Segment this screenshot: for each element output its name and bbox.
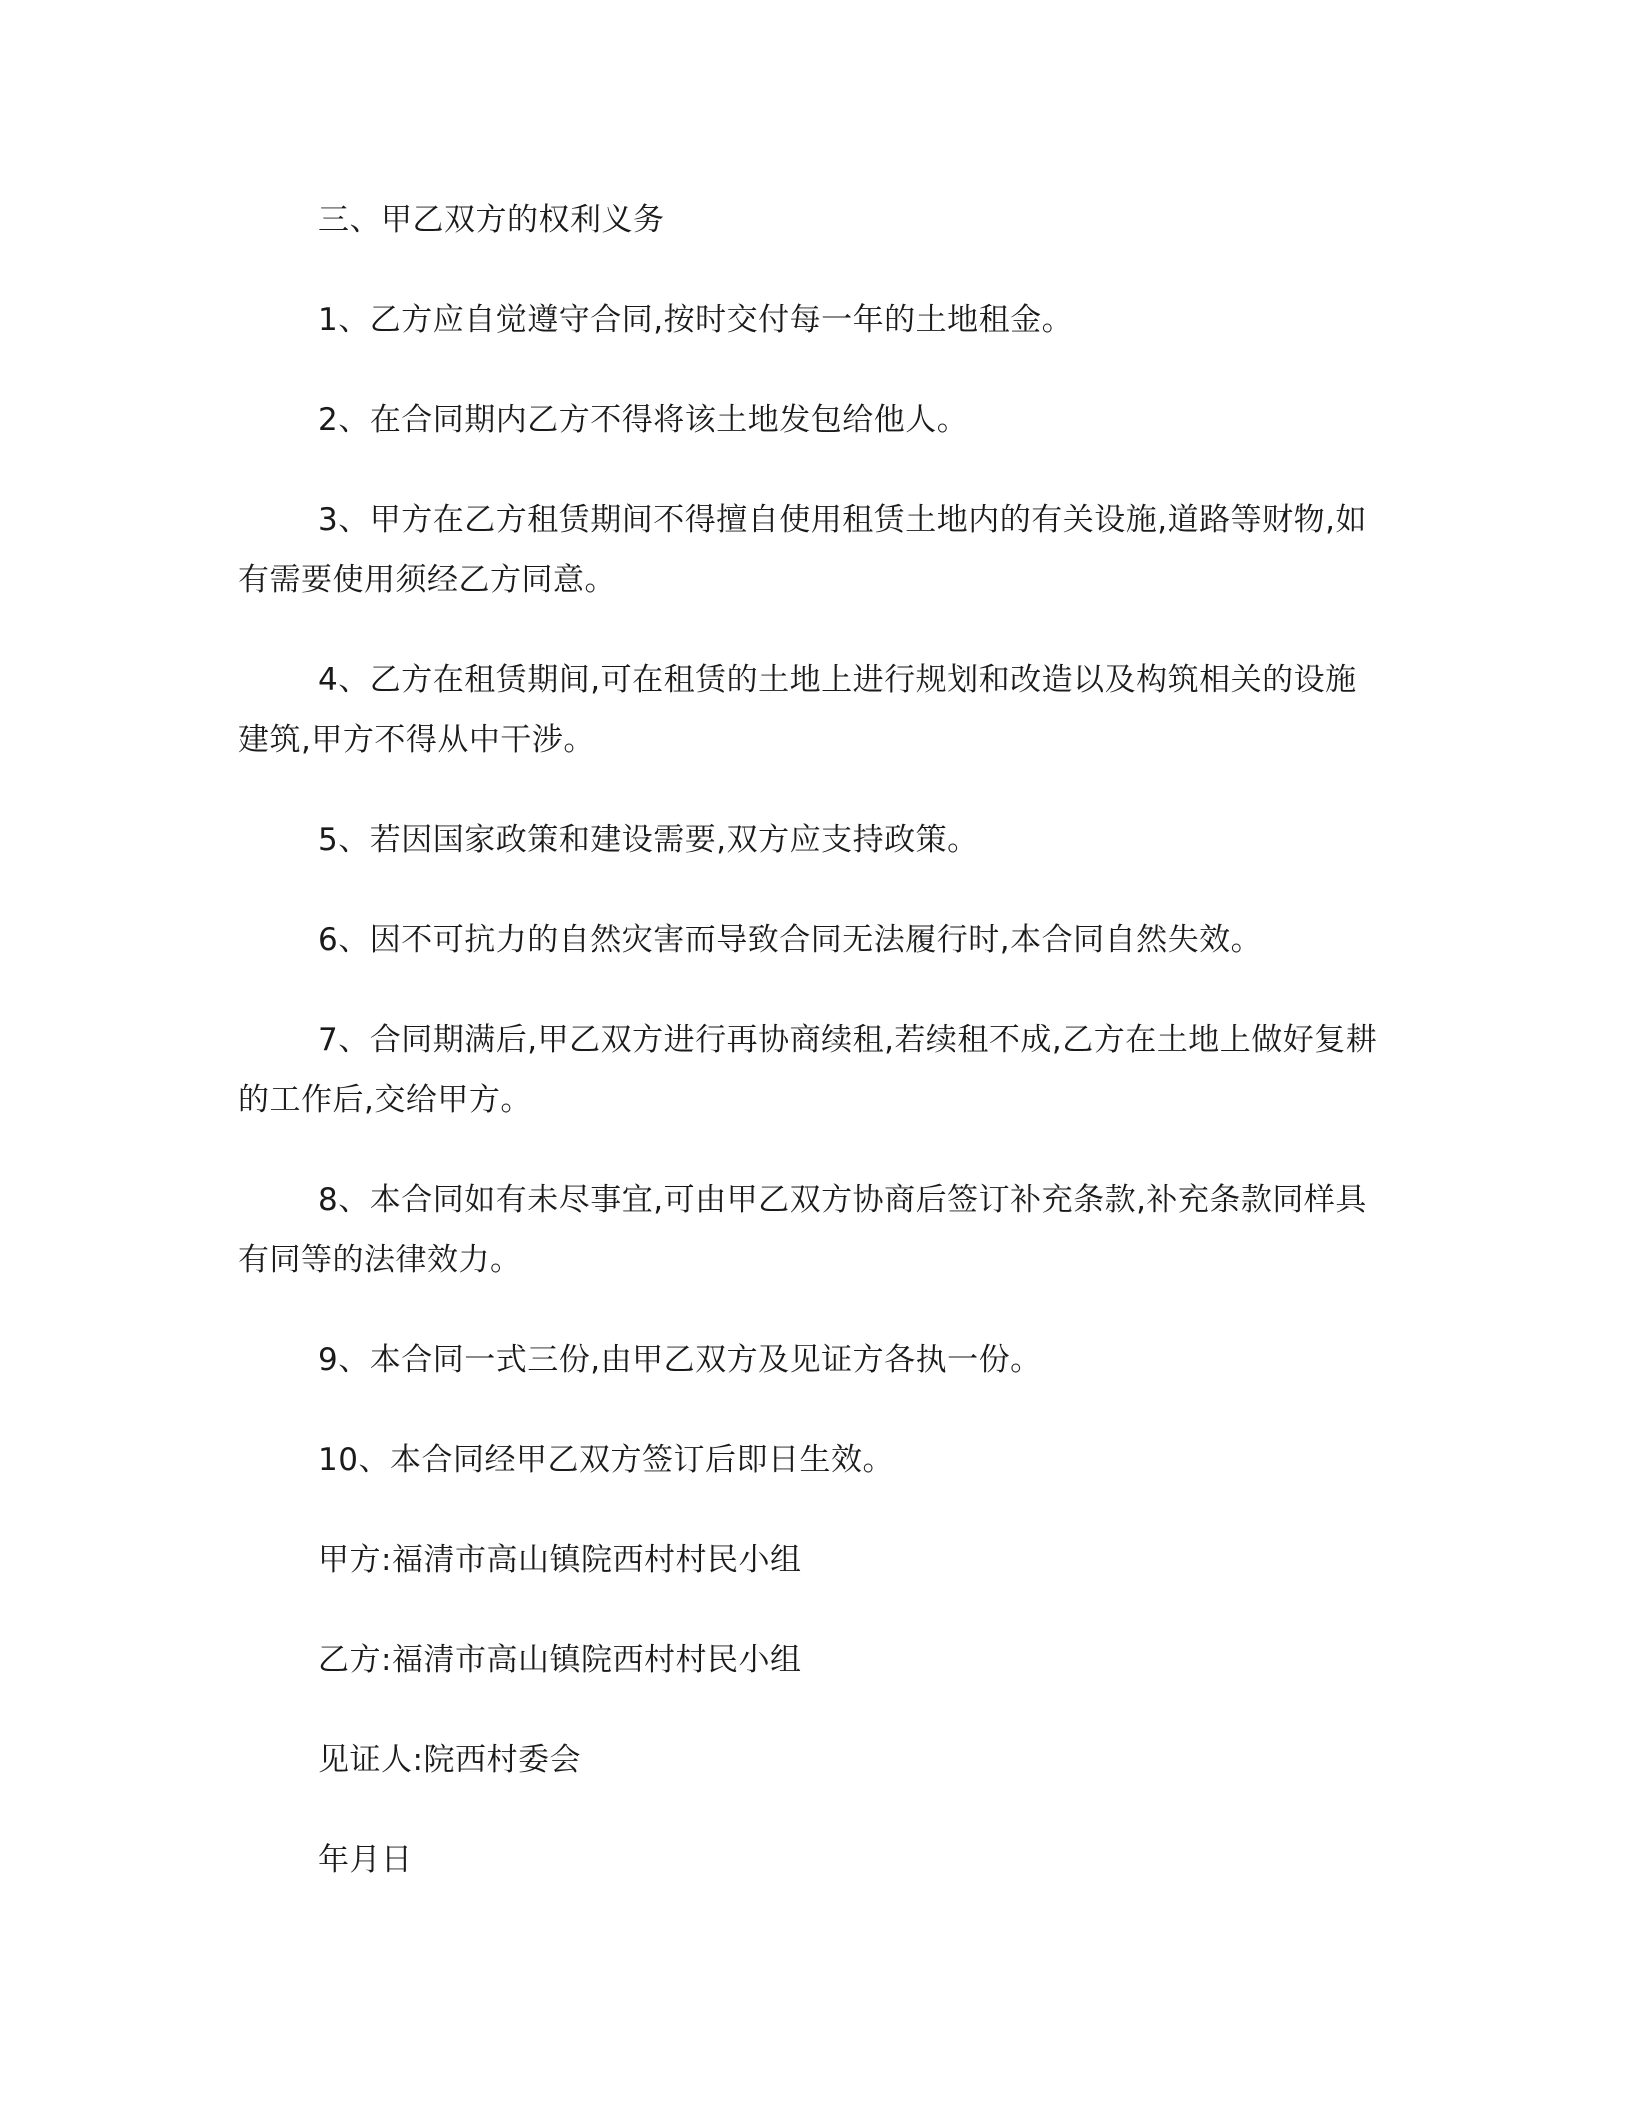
party-b: 乙方:福清市高山镇院西村村民小组 [318,1642,802,1678]
signing-date: 年月日 [318,1842,413,1878]
witness: 见证人:院西村委会 [318,1742,581,1778]
clause-5: 5、若因国家政策和建设需要,双方应支持政策。 [318,822,979,858]
clause-2: 2、在合同期内乙方不得将该土地发包给他人。 [318,402,969,438]
clause-7: 7、合同期满后,甲乙双方进行再协商续租,若续租不成,乙方在土地上做好复耕的工作后,交给甲方。 [238,1022,1378,1118]
clause-10: 10、本合同经甲乙双方签订后即日生效。 [318,1442,894,1478]
document-body [238,190,1388,1890]
clause-3: 3、甲方在乙方租赁期间不得擅自使用租赁土地内的有关设施,道路等财物,如有需要使用须经乙方同意。 [238,502,1367,598]
party-a: 甲方:福清市高山镇院西村村民小组 [318,1542,802,1578]
clause-6: 6、因不可抗力的自然灾害而导致合同无法履行时,本合同自然失效。 [318,922,1263,958]
clause-8: 8、本合同如有未尽事宜,可由甲乙双方协商后签订补充条款,补充条款同样具有同等的法律效力。 [238,1182,1367,1278]
clause-1: 1、乙方应自觉遵守合同,按时交付每一年的土地租金。 [318,302,1074,338]
clause-4: 4、乙方在租赁期间,可在租赁的土地上进行规划和改造以及构筑相关的设施建筑,甲方不得从中干涉。 [238,662,1357,758]
clause-9: 9、本合同一式三份,由甲乙双方及见证方各执一份。 [318,1342,1042,1378]
section-heading: 三、甲乙双方的权利义务 [318,202,665,238]
